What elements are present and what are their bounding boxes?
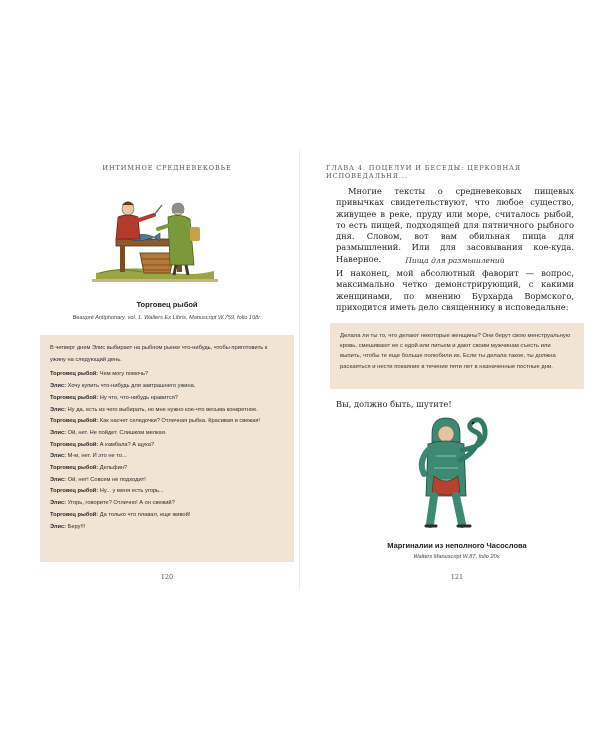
dialogue-speaker: Торговец рыбой: (50, 441, 99, 448)
dialogue-speaker: Элис: (50, 406, 67, 413)
paragraph-2-text: И наконец, мой абсолютный фаворит — вопрос, максимально четко демонстрирующий, с какими женщинами, по мнению Бурхарда Вормского, приходится иметь дело священнику в исповедальне: (336, 268, 574, 312)
paragraph-1-text: Многие тексты о средневековых пищевых привычках свидетельствуют, что любое существо, живущее в реке, пруду или море, считалось рыбой, то есть пищей, подходящей для пятничного рыбного дня. Словом, вот вам обильная пища для размышлений. Или для засовывания кое-куда. Наверное. (336, 186, 574, 264)
subheading: Пища для размышлений (405, 256, 505, 265)
dialogue-text: Угорь, говорите? Отлично! А он свежий? (66, 500, 175, 507)
dialogue-line (50, 416, 284, 428)
dialogue-text: Дельфин? (98, 465, 128, 472)
paragraph-2 (336, 268, 574, 313)
dialogue-speaker: Торговец рыбой: (50, 511, 99, 518)
dialogue-line (50, 428, 284, 440)
dialogue-box (40, 335, 294, 562)
dialogue-lines (50, 369, 284, 533)
dialogue-text: Ну да, есть из чего выбирать, но мне нужно кое-что весьма конкретное. (66, 406, 258, 413)
dialogue-speaker: Торговец рыбой: (50, 465, 99, 472)
fishmonger-illustration-icon (90, 195, 220, 283)
dialogue-text: А камбала? А щука? (98, 441, 155, 448)
dialogue-speaker: Элис: (50, 476, 67, 483)
dialogue-line (50, 486, 284, 498)
dialogue-text: Ну что, что-нибудь нравится? (98, 394, 178, 401)
dialogue-text: М-м, нет. И это не то... (66, 453, 127, 460)
quote-box (330, 323, 584, 389)
paragraph-1 (336, 186, 574, 265)
dialogue-line (50, 510, 284, 522)
dialogue-line (50, 369, 284, 381)
caption-source-left: Beaupré Antiphonary, vol. 1. Walters Ex Libris. Manuscript W.759, folio 108r. (72, 315, 262, 321)
left-page (36, 150, 298, 590)
dialogue-speaker: Торговец рыбой: (50, 418, 99, 425)
dialogue-line (50, 381, 284, 393)
dialogue-text: Да только что плавал, еще живой! (98, 511, 191, 518)
dialogue-text: Чем могу помочь? (98, 371, 149, 378)
caption-title-left: Торговец рыбой (136, 300, 198, 309)
dialogue-speaker: Элис: (50, 500, 67, 507)
dialogue-line (50, 522, 284, 534)
dialogue-line (50, 475, 284, 487)
dialogue-line (50, 451, 284, 463)
dialogue-text: Ой, нет. Не пойдет. Слишком мелкая. (66, 429, 167, 436)
running-head-right: ГЛАВА 4. ПОЦЕЛУИ И БЕСЕДЫ: ЦЕРКОВНАЯ ИСПОВЕДАЛЬНЯ... (326, 164, 522, 180)
dialogue-speaker: Торговец рыбой: (50, 371, 99, 378)
dialogue-speaker: Элис: (50, 453, 67, 460)
dialogue-text: Хочу купить что-нибудь для завтрашнего ужина. (66, 383, 196, 390)
dialogue-text: Ну... у меня есть угорь... (98, 488, 164, 495)
dialogue-intro: В четверг днем Элис выбирает на рыбном рынке что-нибудь, чтобы приготовить к ужину на следующий день. (50, 345, 268, 363)
dialogue-line (50, 440, 284, 452)
page-number-left: 120 (160, 573, 174, 581)
dialogue-line (50, 463, 284, 475)
marginalia-figure-icon (406, 416, 498, 534)
dialogue-speaker: Элис: (50, 383, 67, 390)
caption-title-right: Маргиналии из неполного Часослова (387, 541, 527, 550)
dialogue-speaker: Элис: (50, 429, 67, 436)
dialogue-line (50, 393, 284, 405)
page-number-right: 121 (450, 573, 464, 581)
exclamation: Вы, должно быть, шутите! (336, 399, 452, 409)
caption-source-right: Walters Manuscript W.87, folio 20v. (413, 554, 501, 560)
book-gutter (299, 150, 300, 590)
right-page (326, 150, 588, 590)
dialogue-speaker: Элис: (50, 523, 67, 530)
dialogue-speaker: Торговец рыбой: (50, 394, 99, 401)
quote-text: Делала ли ты то, что делают некоторые женщины? Они берут свою менструальную кровь, смешивают ее с едой или питьем и дают своим мужчинам съесть или выпить, чтобы те еще больше полюбили их. Если ты делала такое, ты должна раскаяться и нести покаяние в течение пяти лет в назначенные постные дни. (340, 333, 571, 370)
dialogue-text: Как насчет селедочки? Отличная рыбка. Красивая и свежая! (98, 418, 260, 425)
dialogue-line (50, 498, 284, 510)
dialogue-text: Беру!!! (66, 523, 86, 530)
dialogue-text: Ой, нет! Совсем не подходит! (66, 476, 146, 483)
running-head-left: ИНТИМНОЕ СРЕДНЕВЕКОВЬЕ (102, 164, 232, 172)
dialogue-line (50, 405, 284, 417)
dialogue-speaker: Торговец рыбой: (50, 488, 99, 495)
